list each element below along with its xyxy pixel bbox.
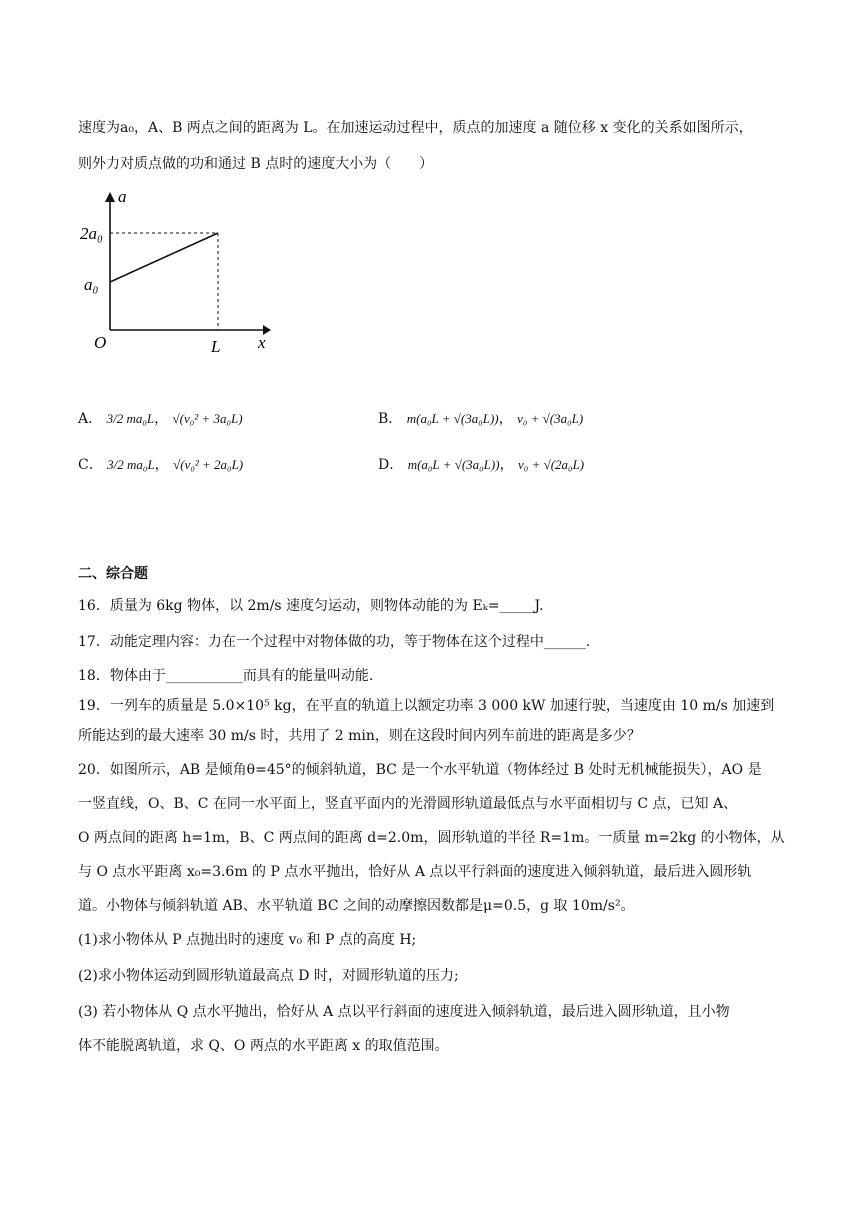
question-20-part-3-line-1: (3) 若小物体从 Q 点水平抛出，恰好从 A 点以平行斜面的速度进入倾斜轨道，最后进入圆形轨道，且小物: [78, 1004, 730, 1020]
section-heading: 二、综合题: [78, 566, 148, 582]
acceleration-displacement-graph: [78, 190, 278, 355]
option-b-speed: v₀ + √(3a₀L): [517, 411, 584, 426]
option-d[interactable]: D． m(a₀L + √(3a₀L))， v₀ + √(2a₀L): [378, 457, 585, 473]
y-tick-label-a0: a₀: [84, 275, 99, 294]
option-b[interactable]: B． m(a₀L + √(3a₀L))， v₀ + √(3a₀L): [378, 411, 584, 427]
question-19-line-2: 所能达到的最大速率 30 m/s 时，共用了 2 min，则在这段时间内列车前进的距离是多少？: [78, 728, 641, 744]
question-intro-line-1: 速度为a₀，A、B 两点之间的距离为 L。在加速运动过程中，质点的加速度 a 随位移 x 变化的关系如图所示，: [78, 120, 753, 136]
question-19-line-1: 19．一列车的质量是 5.0×10⁵ kg，在平直的轨道上以额定功率 3 000 kW 加速行驶，当速度由 10 m/s 加速到: [78, 698, 775, 714]
y-axis-label: a: [118, 190, 127, 206]
option-a-speed: √(v₀² + 3a₀L): [172, 411, 243, 426]
y-tick-label-2a0: 2a₀: [80, 224, 103, 243]
option-d-work: m(a₀L + √(3a₀L)): [407, 457, 500, 472]
question-17: 17．动能定理内容：力在一个过程中对物体做的功，等于物体在这个过程中______.: [78, 634, 591, 650]
question-16: 16．质量为 6kg 物体，以 2m/s 速度匀运动，则物体动能的为 Eₖ=_____J.: [78, 598, 544, 614]
question-20-line-1: 20．如图所示，AB 是倾角θ=45°的倾斜轨道，BC 是一个水平轨道（物体经过 B 处时无机械能损失），AO 是: [78, 762, 762, 778]
question-20-part-2: (2)求小物体运动到圆形轨道最高点 D 时，对圆形轨道的压力;: [78, 968, 459, 984]
question-20-line-3: O 两点间的距离 h=1m，B、C 两点间的距离 d=2.0m，圆形轨道的半径 R=1m。一质量 m=2kg 的小物体，从: [78, 830, 785, 846]
question-20-line-5: 道。小物体与倾斜轨道 AB、水平轨道 BC 之间的动摩擦因数都是μ=0.5，g 取 10m/s²。: [78, 898, 635, 914]
option-d-letter: D．: [378, 457, 404, 473]
option-c-speed: √(v₀² + 2a₀L): [173, 457, 244, 472]
question-intro-line-2: 则外力对质点做的功和通过 B 点时的速度大小为（ ）: [78, 156, 434, 172]
y-axis-arrow: [105, 192, 115, 202]
question-20-line-2: 一竖直线，O、B、C 在同一水平面上，竖直平面内的光滑圆形轨道最低点与水平面相切与 C 点，已知 A、: [78, 796, 738, 812]
option-c-work: 3/2 ma₀L: [107, 457, 155, 472]
origin-label: O: [94, 333, 107, 352]
option-d-speed: v₀ + √(2a₀L): [518, 457, 585, 472]
option-a-work: 3/2 ma₀L: [106, 411, 155, 426]
question-20-part-1: (1)求小物体从 P 点抛出时的速度 v₀ 和 P 点的高度 H;: [78, 932, 417, 948]
x-tick-label-L: L: [211, 337, 221, 355]
option-a-letter: A．: [78, 411, 103, 427]
option-b-letter: B．: [378, 411, 403, 427]
question-18: 18．物体由于___________而具有的能量叫动能.: [78, 668, 374, 684]
x-axis-label: x: [258, 333, 266, 352]
option-a[interactable]: A． 3/2 ma₀L， √(v₀² + 3a₀L): [78, 411, 243, 427]
acceleration-line: [110, 233, 218, 282]
option-c[interactable]: C． 3/2 ma₀L， √(v₀² + 2a₀L): [78, 457, 244, 473]
question-20-part-3-line-2: 体不能脱离轨道，求 Q、O 两点的水平距离 x 的取值范围。: [78, 1038, 449, 1054]
question-20-line-4: 与 O 点水平距离 x₀=3.6m 的 P 点水平抛出，恰好从 A 点以平行斜面的速度进入倾斜轨道，最后进入圆形轨: [78, 864, 752, 880]
option-b-work: m(a₀L + √(3a₀L)): [406, 411, 499, 426]
option-c-letter: C．: [78, 457, 103, 473]
